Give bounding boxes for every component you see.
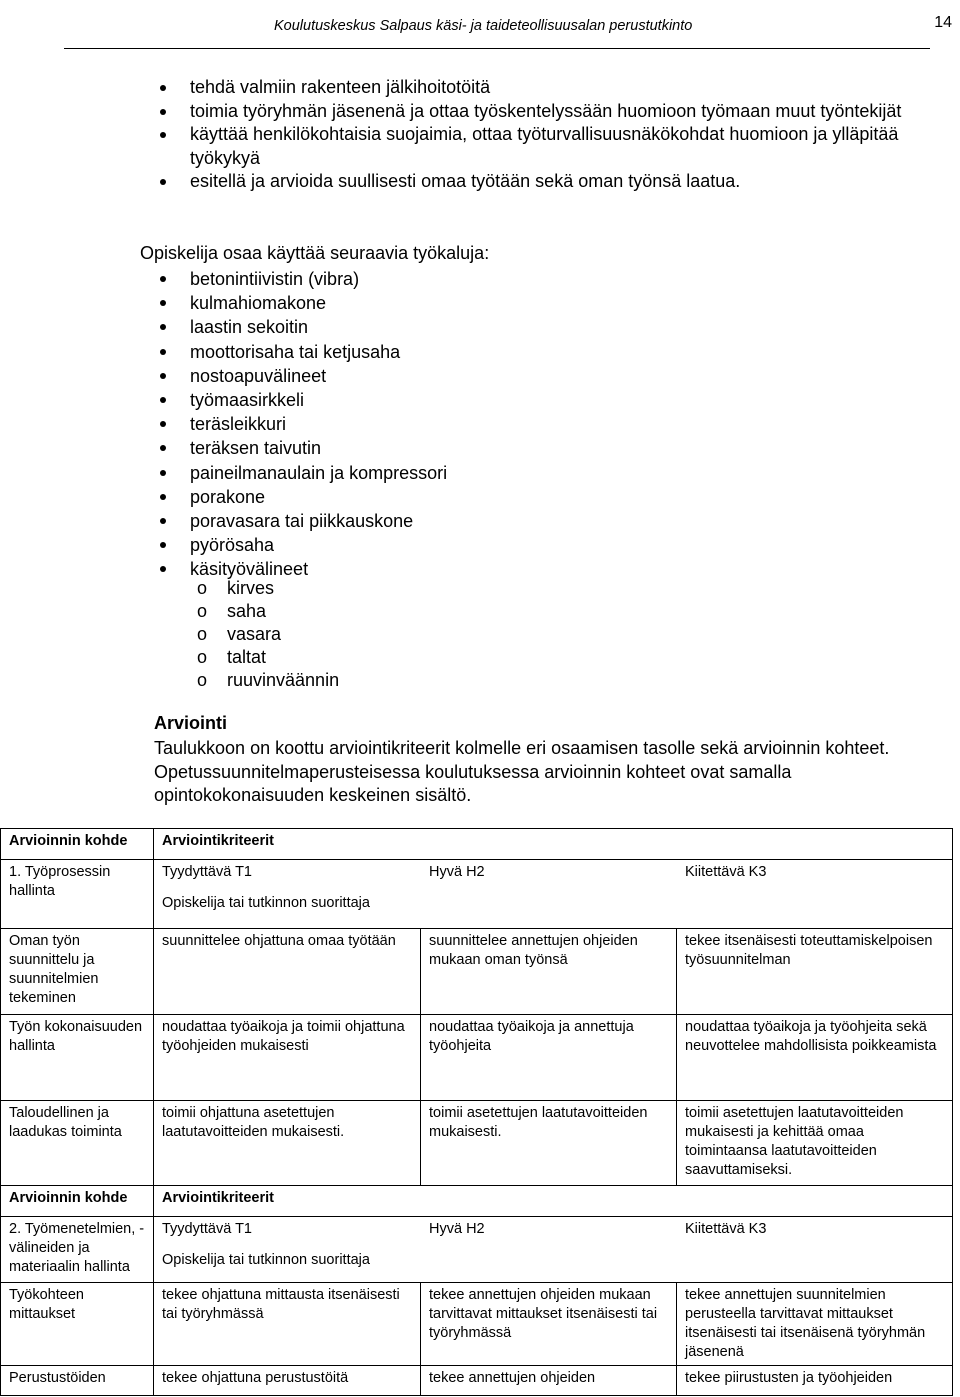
list-item [160, 340, 447, 364]
bullet-icon [160, 109, 166, 115]
tool-name: teräsleikkuri [190, 414, 287, 435]
tool-name: saha [227, 601, 267, 621]
table-row [1, 1366, 953, 1396]
list-item [160, 267, 447, 291]
bullet-icon [160, 324, 166, 330]
column-header-criteria: Arviointikriteerit [154, 829, 953, 860]
target-cell: Työn kokonaisuuden hallinta [1, 1015, 154, 1101]
tool-name: taltat [227, 647, 267, 667]
tool-name: poravasara tai piikkauskone [190, 511, 414, 532]
section-row [1, 1217, 953, 1283]
tool-name: ruuvinväännin [227, 670, 340, 690]
list-item [160, 76, 920, 100]
table-row [1, 929, 953, 1015]
target-cell: Perustustöiden [1, 1366, 154, 1396]
list-item [197, 646, 339, 669]
tools-list [160, 267, 447, 582]
page-number: 14 [934, 14, 952, 31]
tool-name: kulmahiomakone [190, 293, 327, 314]
page-header [0, 16, 960, 48]
list-item-text: esitellä ja arvioida suullisesti omaa työtään sekä oman työnsä laatua. [190, 171, 741, 191]
bullet-icon [160, 470, 166, 476]
level-note: Opiskelija tai tutkinnon suorittaja [162, 895, 370, 911]
tool-name: kirves [227, 578, 275, 598]
tool-name: vasara [227, 624, 282, 644]
assessment-text: Taulukkoon on koottu arviointikriteerit kolmelle eri osaamisen tasolle sekä arvioinnin kohteet. Opetussuunnitelmaperusteisessa koulutuksessa arvioinnin kohteet ovat samalla opintokokonaisuuden keskeinen sisältö. [154, 738, 890, 805]
list-item [160, 509, 447, 533]
criteria-cell: toimii asetettujen laatutavoitteiden mukaisesti. [421, 1101, 677, 1186]
table-row [1, 1283, 953, 1366]
target-cell: Taloudellinen ja laadukas toiminta [1, 1101, 154, 1186]
circle-bullet-icon: o [197, 670, 208, 690]
list-item [160, 123, 920, 170]
criteria-cell: tekee annettujen ohjeiden mukaan tarvittavat mittaukset itsenäisesti tai työryhmässä [421, 1283, 677, 1366]
table-row [1, 1015, 953, 1101]
circle-bullet-icon: o [197, 601, 208, 621]
tool-name: laastin sekoitin [190, 317, 309, 338]
criteria-cell: noudattaa työaikoja ja annettuja työohjeita [421, 1015, 677, 1101]
criteria-cell: tekee piirustusten ja työohjeiden [677, 1366, 953, 1396]
tool-name: paineilmanaulain ja kompressori [190, 462, 448, 483]
circle-bullet-icon: o [197, 647, 208, 667]
table-header-row [1, 829, 953, 860]
criteria-cell: noudattaa työaikoja ja työohjeita sekä neuvottelee mahdollisista poikkeamista [677, 1015, 953, 1101]
circle-bullet-icon: o [197, 578, 208, 598]
list-item-text: käyttää henkilökohtaisia suojaimia, ottaa työturvallisuusnäkökohdat huomioon ja ylläpitää työkykyä [190, 124, 899, 168]
running-title: Koulutuskeskus Salpaus käsi- ja taideteollisuusalan perustutkinto [274, 18, 693, 34]
level-good: Hyvä H2 [429, 1221, 485, 1237]
criteria-cell: suunnittelee ohjattuna omaa työtään [154, 929, 421, 1015]
level-satisfactory: Tyydyttävä T1 [162, 864, 252, 880]
list-item [160, 315, 447, 339]
column-header-criteria: Arviointikriteerit [154, 1186, 953, 1217]
level-excellent: Kiitettävä K3 [685, 1221, 767, 1237]
tool-name: porakone [190, 486, 266, 507]
bullet-icon [160, 542, 166, 548]
section-title: 2. Työmenetelmien, -välineiden ja materiaalin hallinta [1, 1217, 154, 1283]
tool-name: käsityövälineet [190, 559, 309, 580]
criteria-cell: tekee ohjattuna mittausta itsenäisesti tai työryhmässä [154, 1283, 421, 1366]
bullet-icon [160, 349, 166, 355]
circle-bullet-icon: o [197, 624, 208, 644]
tool-name: moottorisaha tai ketjusaha [190, 341, 401, 362]
header-rule [64, 48, 930, 49]
criteria-cell: toimii asetettujen laatutavoitteiden mukaisesti ja kehittää omaa toimintaansa laatutavoitteiden saavuttamiseksi. [677, 1101, 953, 1186]
bullet-icon [160, 276, 166, 282]
level-good: Hyvä H2 [429, 864, 485, 880]
list-item [160, 170, 920, 194]
list-item [160, 364, 447, 388]
bullet-icon [160, 518, 166, 524]
list-item [197, 669, 339, 692]
bullet-icon [160, 445, 166, 451]
tool-name: teräksen taivutin [190, 438, 322, 459]
criteria-cell: toimii ohjattuna asetettujen laatutavoitteiden mukaisesti. [154, 1101, 421, 1186]
competence-list [160, 76, 920, 194]
criteria-cell: tekee itsenäisesti toteuttamiskelpoisen työsuunnitelman [677, 929, 953, 1015]
assessment-heading: Arviointi [154, 713, 228, 733]
bullet-icon [160, 373, 166, 379]
tool-name: nostoapuvälineet [190, 365, 327, 386]
bullet-icon [160, 179, 166, 185]
criteria-cell: tekee annettujen ohjeiden [421, 1366, 677, 1396]
bullet-icon [160, 397, 166, 403]
criteria-cell: suunnittelee annettujen ohjeiden mukaan oman työnsä [421, 929, 677, 1015]
level-note: Opiskelija tai tutkinnon suorittaja [162, 1252, 370, 1268]
list-item [160, 461, 447, 485]
list-item [160, 388, 447, 412]
level-excellent: Kiitettävä K3 [685, 864, 767, 880]
list-item [160, 436, 447, 460]
bullet-icon [160, 494, 166, 500]
tool-name: betonintiivistin (vibra) [190, 269, 360, 289]
list-item [197, 600, 339, 623]
list-item [197, 623, 339, 646]
list-item [160, 291, 447, 315]
criteria-cell: tekee annettujen suunnitelmien perusteella tarvittavat mittaukset itsenäisesti tai itsenäisenä työryhmän jäsenenä [677, 1283, 953, 1366]
target-cell: Oman työn suunnittelu ja suunnitelmien tekeminen [1, 929, 154, 1015]
tools-intro: Opiskelija osaa käyttää seuraavia työkaluja: [140, 243, 490, 263]
list-item-text: toimia työryhmän jäsenenä ja ottaa työskentelyssään huomioon työmaan muut työntekijät [190, 100, 902, 121]
criteria-cell: noudattaa työaikoja ja toimii ohjattuna työohjeiden mukaisesti [154, 1015, 421, 1101]
target-cell: Työkohteen mittaukset [1, 1283, 154, 1366]
list-item [160, 533, 447, 557]
bullet-icon [160, 132, 166, 138]
tool-name: pyörösaha [190, 535, 275, 556]
tool-name: työmaasirkkeli [190, 390, 305, 411]
assessment-table [0, 828, 953, 1396]
list-item-text: tehdä valmiin rakenteen jälkihoitotöitä [190, 77, 491, 97]
levels-cell [154, 1217, 953, 1283]
level-satisfactory: Tyydyttävä T1 [162, 1221, 252, 1237]
column-header-target: Arvioinnin kohde [1, 1186, 154, 1217]
bullet-icon [160, 421, 166, 427]
bullet-icon [160, 566, 166, 572]
table-row [1, 1101, 953, 1186]
section-title: 1. Työprosessin hallinta [1, 860, 154, 929]
column-header-target: Arvioinnin kohde [1, 829, 154, 860]
list-item [160, 412, 447, 436]
criteria-cell: tekee ohjattuna perustustöitä [154, 1366, 421, 1396]
levels-cell [154, 860, 953, 929]
bullet-icon [160, 300, 166, 306]
list-item [197, 577, 339, 600]
list-item [160, 100, 920, 124]
bullet-icon [160, 85, 166, 91]
table-header-row [1, 1186, 953, 1217]
hand-tools-list [197, 577, 339, 692]
list-item [160, 485, 447, 509]
section-row [1, 860, 953, 929]
